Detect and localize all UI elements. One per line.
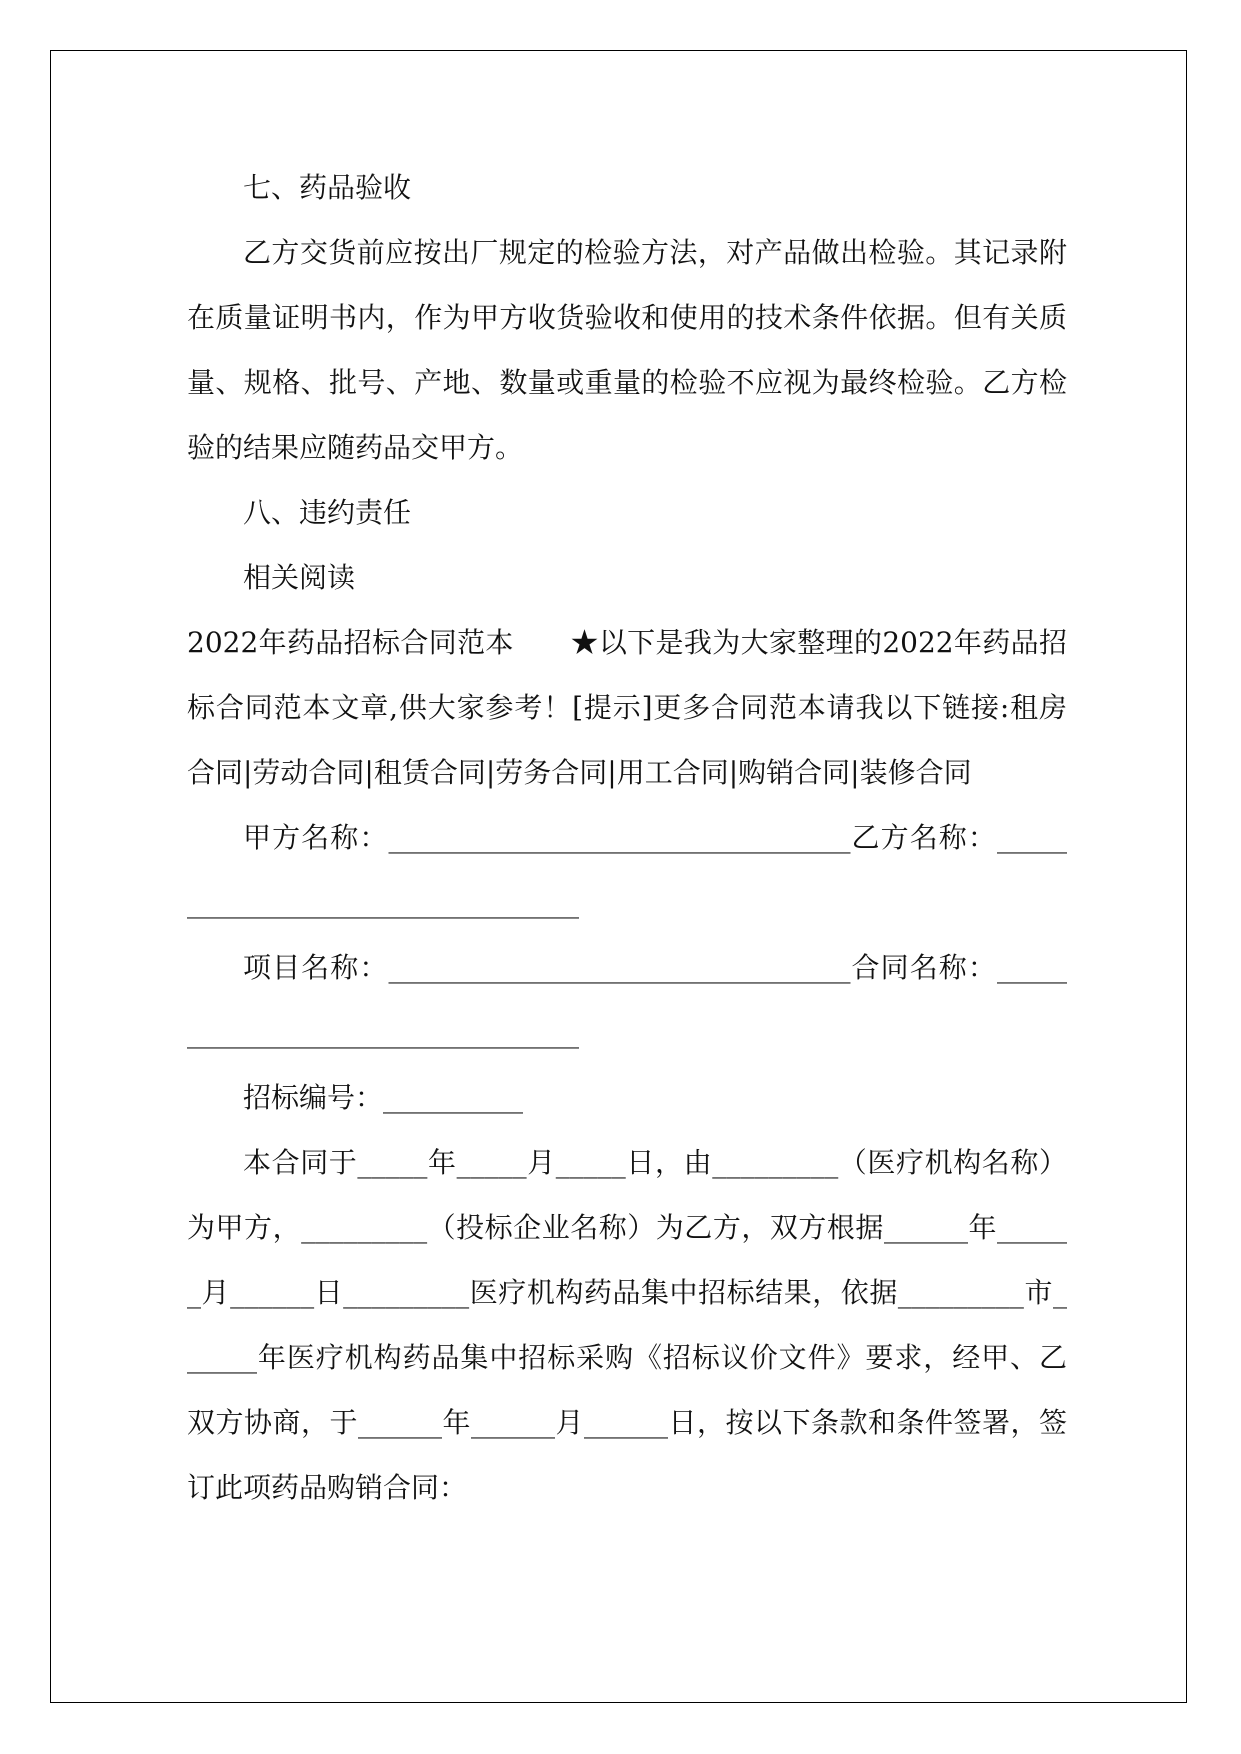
related-reading-label: 相关阅读 [243, 561, 356, 594]
tender-number-line: 招标编号：__________ [243, 1081, 524, 1114]
paragraph-inspection: 乙方交货前应按出厂规定的检验方法，对产品做出检验。其记录附在质量证明书内，作为甲方收货验收和使用的技术条件依据。但有关质量、规格、批号、产地、数量或重量的检验不应视为最终检验。乙方检验的结果应随药品交甲方。 [187, 236, 1067, 464]
party-names-line: 甲方名称：_________________________________乙方名称：_________________________________ [187, 821, 1067, 919]
related-reading-text: 2022年药品招标合同范本 ★以下是我为大家整理的2022年药品招标合同范本文章,供大家参考！[提示]更多合同范本请我以下链接:租房合同|劳动合同|租赁合同|劳务合同|用工合同|购销合同|装修合同 [187, 626, 1067, 789]
project-contract-names-line: 项目名称：_________________________________合同名称：_________________________________ [187, 951, 1067, 1049]
section-heading-7: 七、药品验收 [243, 171, 412, 204]
contract-preamble: 本合同于_____年_____月_____日，由_________（医疗机构名称）为甲方，_________（投标企业名称）为乙方，双方根据______年______月______日_________医疗机构药品集中招标结果，依据_________市______年医疗机构药品集中招标采购《招标议价文件》要求，经甲、乙双方协商，于______年______月______日，按以下条款和条件签署，签订此项药品购销合同： [187, 1146, 1067, 1504]
section-heading-8: 八、违约责任 [243, 496, 412, 529]
document-body [187, 155, 1067, 1520]
